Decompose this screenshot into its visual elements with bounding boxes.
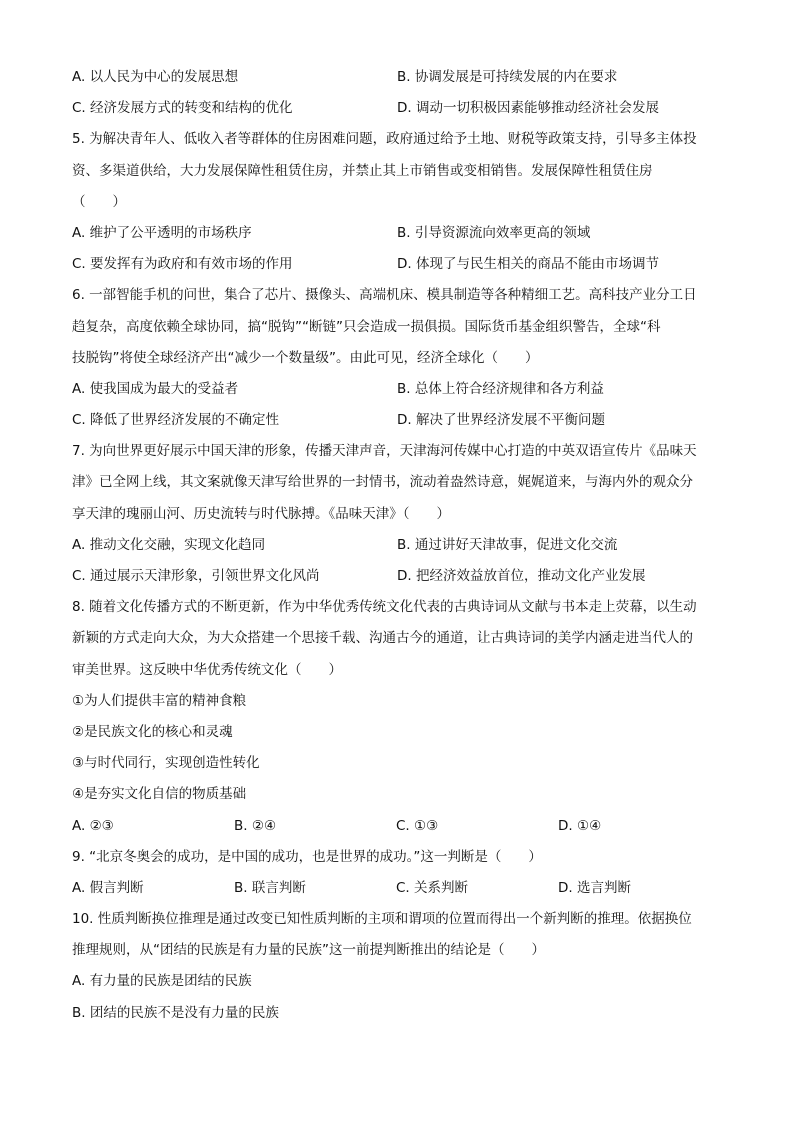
q9-option-b[interactable]: B. 联言判断: [234, 879, 306, 896]
q6-options-row-2: [72, 405, 722, 436]
q5-option-a[interactable]: A. 维护了公平透明的市场秩序: [72, 224, 252, 241]
q5-option-c[interactable]: C. 要发挥有为政府和有效市场的作用: [72, 256, 293, 273]
q10-option-a[interactable]: A. 有力量的民族是团结的民族: [72, 973, 252, 990]
q6-option-a[interactable]: A. 使我国成为最大的受益者: [72, 380, 239, 397]
q7-option-c[interactable]: C. 通过展示天津形象，引领世界文化风尚: [72, 568, 320, 584]
q9-option-a[interactable]: A. 假言判断: [72, 879, 144, 896]
q5-options-row-2: [72, 249, 722, 280]
q8-option-d[interactable]: D. ①④: [558, 817, 602, 834]
q8-options-row: [72, 811, 722, 842]
q4-option-b[interactable]: B. 协调发展是可持续发展的内在要求: [397, 69, 618, 85]
q9-option-c[interactable]: C. 关系判断: [396, 879, 469, 896]
q4-option-d[interactable]: D. 调动一切积极因素能够推动经济社会发展: [397, 100, 659, 117]
q7-stem-line-3: 享天津的瑰丽山河、历史流转与时代脉搏。《品味天津》（ ）: [72, 505, 450, 522]
q5-options-row-1: [72, 218, 722, 249]
q8-option-a[interactable]: A. ②③: [72, 817, 114, 834]
q10-stem-line-1: 10. 性质判断换位推理是通过改变已知性质判断的主项和谓项的位置而得出一个新判断的推理。依据换位: [72, 911, 692, 928]
q4-option-c[interactable]: C. 经济发展方式的转变和结构的优化: [72, 100, 293, 117]
q8-item-2: ②是民族文化的核心和灵魂: [72, 723, 233, 740]
q6-stem-line-2: 趋复杂，高度依赖全球协同，搞“脱钩”“断链”只会造成一损俱损。国际货币基金组织警告，全球“科: [72, 318, 661, 335]
q6-option-c[interactable]: C. 降低了世界经济发展的不确定性: [72, 412, 280, 429]
q7-stem-line-1: 7. 为向世界更好展示中国天津的形象，传播天津声音，天津海河传媒中心打造的中英双语宣传片《品味天: [72, 443, 697, 460]
q6-option-b[interactable]: B. 总体上符合经济规律和各方利益: [397, 380, 604, 397]
exam-page: [72, 62, 722, 1029]
q8-stem-line-1: 8. 随着文化传播方式的不断更新，作为中华优秀传统文化代表的古典诗词从文献与书本走上荧幕，以生动: [72, 599, 697, 616]
q4-options-row-1: [72, 62, 722, 93]
q8-option-b[interactable]: B. ②④: [234, 817, 277, 834]
q5-stem-line-2: 资、多渠道供给，大力发展保障性租赁住房，并禁止其上市销售或变相销售。发展保障性租赁住房: [72, 162, 653, 179]
q9-options-row: [72, 873, 722, 904]
q10-option-b[interactable]: B. 团结的民族不是没有力量的民族: [72, 1004, 279, 1021]
q8-option-c[interactable]: C. ①③: [396, 817, 439, 834]
q4-option-a[interactable]: A. 以人民为中心的发展思想: [72, 69, 239, 85]
q5-stem-line-3: （ ）: [72, 193, 126, 210]
q9-stem-line-1: 9. “北京冬奥会的成功，是中国的成功，也是世界的成功。”这一判断是（ ）: [72, 848, 542, 865]
q5-option-d[interactable]: D. 体现了与民生相关的商品不能由市场调节: [397, 256, 659, 273]
q7-option-d[interactable]: D. 把经济效益放首位，推动文化产业发展: [397, 568, 646, 584]
q5-option-b[interactable]: B. 引导资源流向效率更高的领域: [397, 224, 591, 241]
q7-option-a[interactable]: A. 推动文化交融，实现文化趋同: [72, 536, 266, 553]
q8-item-1: ①为人们提供丰富的精神食粮: [72, 692, 247, 709]
q8-item-3: ③与时代同行，实现创造性转化: [72, 755, 260, 772]
q6-options-row-1: [72, 374, 722, 405]
q6-stem-line-1: 6. 一部智能手机的问世，集合了芯片、摄像头、高端机床、模具制造等各种精细工艺。高科技产业分工日: [72, 287, 697, 304]
q8-stem-line-3: 审美世界。这反映中华优秀传统文化（ ）: [72, 661, 342, 678]
q10-stem-line-2: 推理规则，从“团结的民族是有力量的民族”这一前提判断推出的结论是（ ）: [72, 942, 545, 959]
q9-option-d[interactable]: D. 选言判断: [558, 879, 631, 896]
q5-stem-line-1: 5. 为解决青年人、低收入者等群体的住房困难问题，政府通过给予土地、财税等政策支持，引导多主体投: [72, 131, 697, 148]
q7-stem-line-2: 津》已全网上线，其文案就像天津写给世界的一封情书，流动着盎然诗意，娓娓道来，与海内外的观众分: [72, 474, 693, 491]
q6-stem-line-3: 技脱钩”将使全球经济产出“减少一个数量级”。由此可见，经济全球化（ ）: [72, 349, 539, 366]
q8-item-4: ④是夯实文化自信的物质基础: [72, 786, 247, 803]
q4-options-row-2: [72, 93, 722, 124]
q7-options-row-1: [72, 530, 722, 561]
q6-option-d[interactable]: D. 解决了世界经济发展不平衡问题: [397, 412, 605, 429]
q8-stem-line-2: 新颖的方式走向大众，为大众搭建一个思接千载、沟通古今的通道，让古典诗词的美学内涵走进当代人的: [72, 630, 693, 647]
q7-option-b[interactable]: B. 通过讲好天津故事，促进文化交流: [397, 536, 618, 553]
q7-options-row-2: [72, 561, 722, 592]
